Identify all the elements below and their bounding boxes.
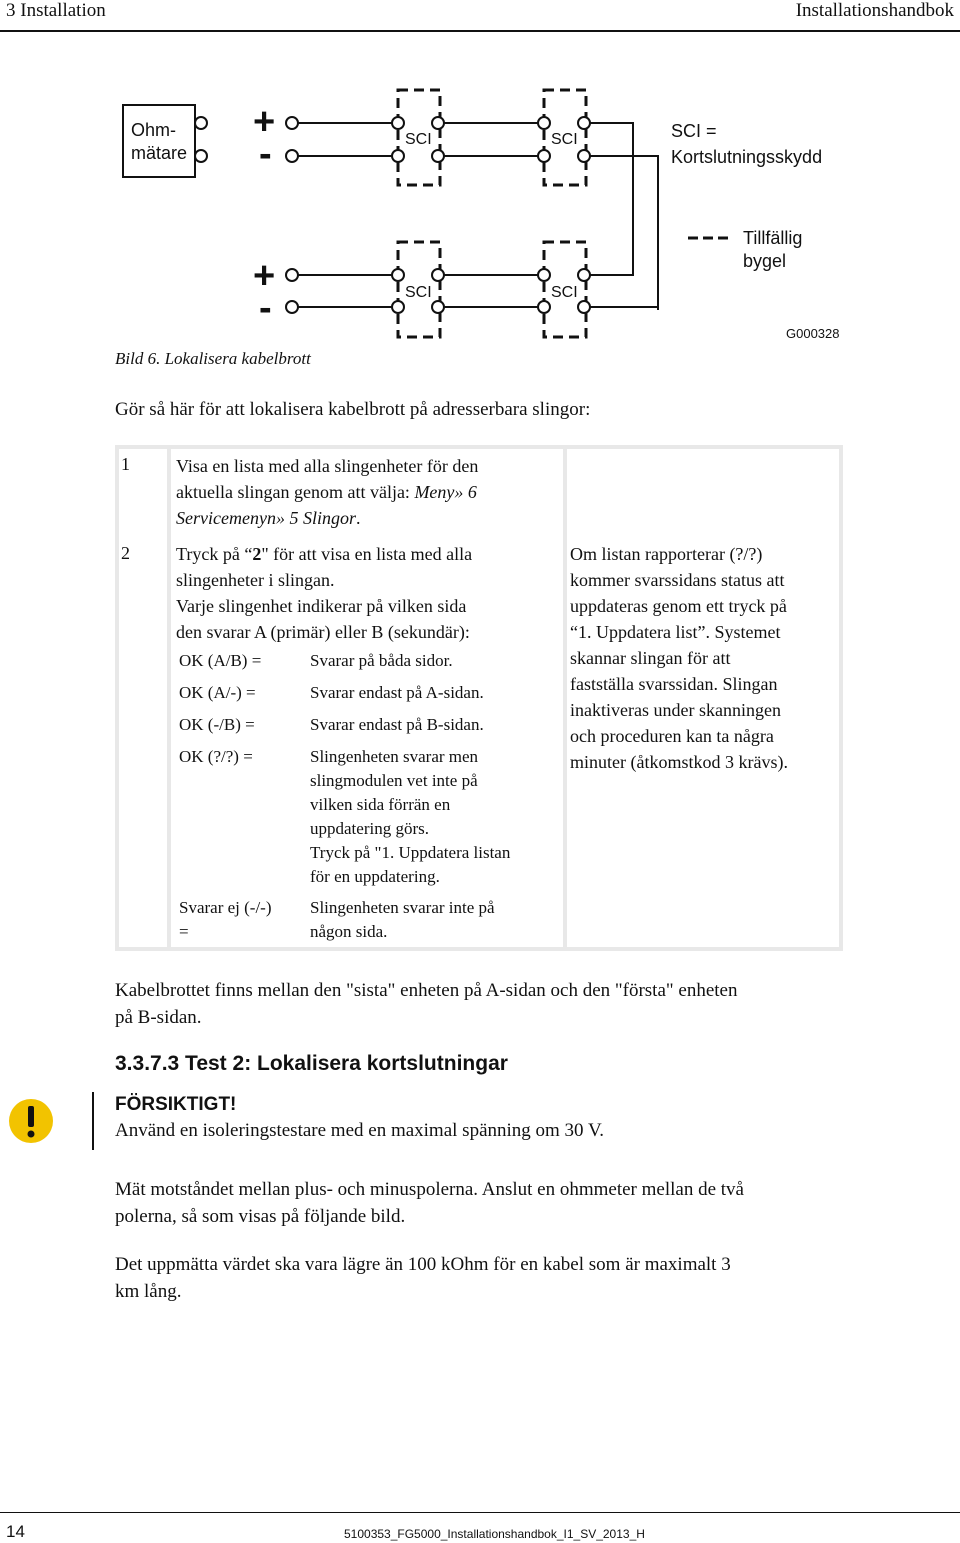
- cable-break-line-1: Kabelbrottet finns mellan den "sista" enheten på A-sidan och den "första" enheten: [115, 980, 738, 1001]
- ohmmeter-box: [123, 105, 195, 177]
- terminal-plus-lower: [286, 269, 298, 281]
- status-none-l2: någon sida.: [310, 922, 388, 941]
- status-ok-a-text: Svarar endast på A-sidan.: [310, 683, 484, 702]
- meter-label-1: Ohm-: [131, 120, 176, 140]
- note-line-4: “1. Uppdatera list”. Systemet: [570, 622, 781, 642]
- cable-break-line-2: på B-sidan.: [115, 1007, 202, 1028]
- status-unknown-l6: för en uppdatering.: [310, 867, 440, 886]
- step-2-key: 2: [252, 544, 262, 564]
- note-line-7: inaktiveras under skanningen: [570, 700, 781, 720]
- step-2-number: 2: [121, 543, 130, 563]
- num-column-bg: [119, 449, 167, 947]
- sci-label-1: SCI: [405, 131, 432, 148]
- measured-value-line-1: Det uppmätta värdet ska vara lägre än 100 kOhm för en kabel som är maximalt 3: [115, 1254, 731, 1275]
- step-2-line-2: slingenheter i slingan.: [176, 570, 335, 590]
- terminal-minus-lower: [286, 301, 298, 313]
- footer-rule: [0, 1512, 960, 1513]
- document-id: 5100353_FG5000_Installationshandbok_I1_SV_2013_H: [344, 1527, 645, 1541]
- legend-bygel-1: Tillfällig: [743, 228, 803, 248]
- minus-sign-lower: -: [259, 287, 272, 329]
- minus-sign-upper: -: [259, 133, 272, 175]
- steps-table: [115, 445, 843, 951]
- note-line-8: och proceduren kan ta några: [570, 726, 774, 746]
- step-1-line-2-text: aktuella slingan genom att välja:: [176, 482, 415, 502]
- status-unknown-l4: uppdatering görs.: [310, 819, 429, 838]
- status-unknown-l2: slingmodulen vet inte på: [310, 771, 478, 790]
- status-ok-b-text: Svarar endast på B-sidan.: [310, 715, 484, 734]
- measure-line-1: Mät motståndet mellan plus- och minuspolerna. Anslut en ohmmeter mellan de två: [115, 1179, 744, 1200]
- meter-terminal-bottom: [195, 150, 207, 162]
- note-line-9: minuter (åtkomstkod 3 krävs).: [570, 752, 788, 772]
- note-line-2: kommer svarssidans status att: [570, 570, 785, 590]
- status-unknown-l5: Tryck på "1. Uppdatera listan: [310, 843, 511, 862]
- menu-path-part-1: Meny» 6: [414, 482, 477, 502]
- measured-value-line-2: km lång.: [115, 1281, 182, 1302]
- note-line-6: fastställa svarssidan. Slingan: [570, 674, 778, 694]
- status-ok-ab-text: Svarar på båda sidor.: [310, 651, 453, 670]
- note-line-3: uppdateras genom ett tryck på: [570, 596, 787, 616]
- chapter-heading: 3 Installation: [6, 0, 106, 21]
- status-unknown-label: OK (?/?) =: [179, 747, 253, 766]
- figure-caption: Bild 6. Lokalisera kabelbrott: [115, 349, 311, 368]
- measured-value-paragraph: [115, 1251, 855, 1305]
- cable-break-paragraph: [115, 977, 845, 1031]
- step-1-period: .: [355, 508, 361, 528]
- status-none-label-1: Svarar ej (-/-): [179, 898, 272, 917]
- status-none-l1: Slingenheten svarar inte på: [310, 898, 495, 917]
- sci-label-2: SCI: [551, 131, 578, 148]
- status-ok-a-label: OK (A/-) =: [179, 683, 256, 702]
- wires-upper: [298, 123, 658, 310]
- legend-bygel-2: bygel: [743, 251, 787, 271]
- status-ok-ab-label: OK (A/B) =: [179, 651, 262, 670]
- page-number: 14: [6, 1522, 25, 1541]
- note-line-5: skannar slingan för att: [570, 648, 731, 668]
- status-unknown-l3: vilken sida förrän en: [310, 795, 451, 814]
- step-1-line-2: [176, 479, 477, 505]
- status-ok-b-label: OK (-/B) =: [179, 715, 255, 734]
- plus-sign-upper: +: [253, 101, 276, 143]
- step-1-line-3: [176, 505, 360, 531]
- step-2-line-4: den svarar A (primär) eller B (sekundär):: [176, 622, 470, 642]
- figure-code: G000328: [786, 326, 840, 341]
- manual-title: Installationshandbok: [795, 0, 954, 21]
- warning-title: FÖRSIKTIGT!: [115, 1094, 237, 1115]
- wires-lower: [298, 270, 658, 310]
- step-2-text-a: Tryck på “: [176, 544, 253, 564]
- intro-text: Gör så här för att lokalisera kabelbrott på adresserbara slingor:: [115, 399, 591, 420]
- step-2-text-c: " för att visa en lista med alla: [261, 544, 473, 564]
- step-2-line-1: [176, 541, 472, 567]
- legend-sci-1: SCI =: [671, 121, 717, 141]
- wiring-diagram: [0, 70, 960, 370]
- note-line-1: Om listan rapporterar (?/?): [570, 544, 763, 564]
- exclamation-icon: [8, 1098, 54, 1144]
- meter-terminal-top: [195, 117, 207, 129]
- step-1-line-1: Visa en lista med alla slingenheter för den: [176, 456, 479, 476]
- terminal-plus-upper: [286, 117, 298, 129]
- warning-bar: [92, 1092, 94, 1150]
- measure-paragraph: [115, 1176, 855, 1230]
- sci-label-3: SCI: [405, 284, 432, 301]
- header-rule: [0, 30, 960, 32]
- terminal-minus-upper: [286, 150, 298, 162]
- status-unknown-l1: Slingenheten svarar men: [310, 747, 479, 766]
- section-title: 3.3.7.3 Test 2: Lokalisera kortslutningar: [115, 1052, 508, 1075]
- plus-sign-lower: +: [253, 255, 276, 297]
- meter-label-2: mätare: [131, 143, 188, 163]
- step-2-line-3: Varje slingenhet indikerar på vilken sida: [176, 596, 467, 616]
- step-1-number: 1: [121, 454, 130, 474]
- status-none-label-2: =: [179, 922, 189, 941]
- sci-label-4: SCI: [551, 284, 578, 301]
- measure-line-2: polerna, så som visas på följande bild.: [115, 1206, 406, 1227]
- warning-text: Använd en isoleringstestare med en maximal spänning om 30 V.: [115, 1120, 604, 1141]
- legend-sci-2: Kortslutningsskydd: [671, 147, 823, 167]
- menu-path-part-2: Servicemenyn» 5 Slingor: [176, 508, 356, 528]
